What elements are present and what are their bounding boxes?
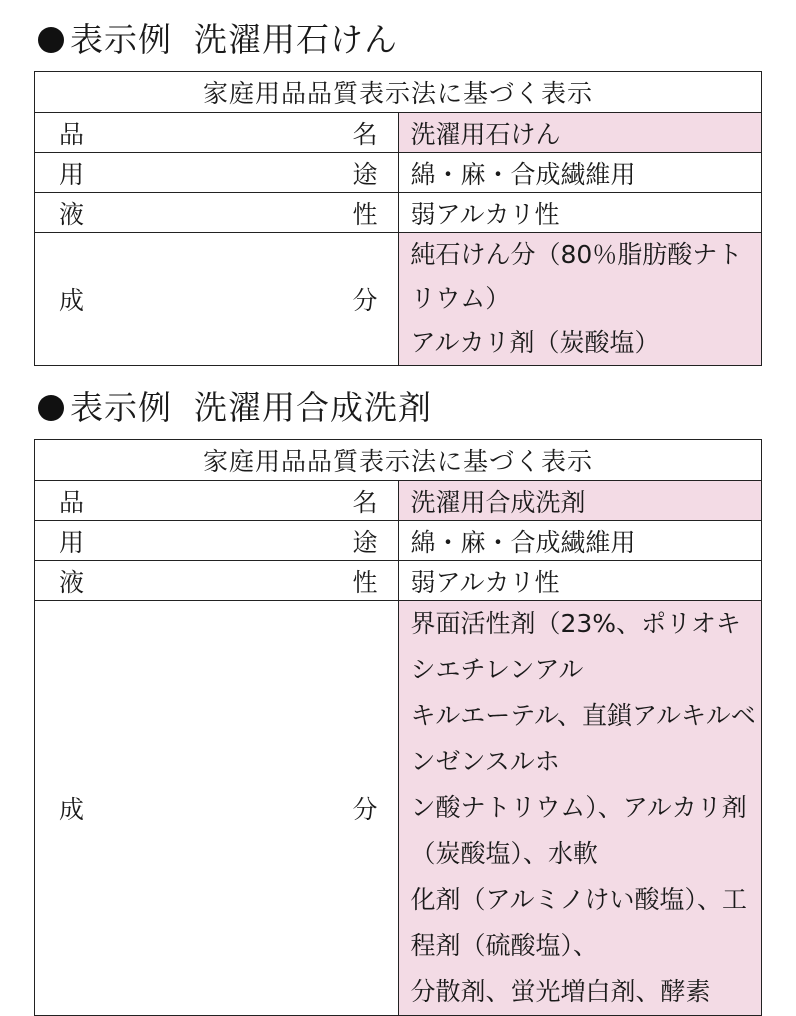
row-key: 成 分	[35, 601, 399, 1016]
row-key: 品 名	[35, 113, 399, 153]
row-value: 洗濯用合成洗剤	[398, 481, 762, 521]
label-table-detergent	[34, 439, 762, 1016]
row-key: 品 名	[35, 481, 399, 521]
table-row	[35, 153, 762, 193]
table-row	[35, 193, 762, 233]
row-key: 用 途	[35, 521, 399, 561]
table-row	[35, 481, 762, 521]
row-value: 弱アルカリ性	[398, 193, 762, 233]
heading-label: 表示例	[70, 20, 172, 59]
ingredient-line: 化剤（アルミノけい酸塩）、工程剤（硫酸塩）、	[410, 885, 748, 960]
ingredient-line: 界面活性剤（23%、ポリオキシエチレンアル	[410, 609, 741, 684]
heading-product: 洗濯用石けん	[194, 20, 398, 59]
label-table-soap	[34, 71, 762, 366]
section1-heading	[38, 20, 398, 60]
row-key: 用 途	[35, 153, 399, 193]
ingredient-line: キルエーテル、直鎖アルキルベンゼンスルホ	[410, 701, 756, 776]
table-header: 家庭用品品質表示法に基づく表示	[35, 440, 762, 481]
bullet-dot-icon	[38, 395, 64, 421]
row-value-ingredients	[398, 601, 762, 1016]
row-key: 液 性	[35, 193, 399, 233]
table-row	[35, 521, 762, 561]
table-row	[35, 561, 762, 601]
table-row	[35, 113, 762, 153]
ingredient-line: アルカリ剤（炭酸塩）	[410, 328, 660, 357]
row-value: 綿・麻・合成繊維用	[398, 153, 762, 193]
bullet-dot-icon	[38, 27, 64, 53]
row-value: 弱アルカリ性	[398, 561, 762, 601]
row-key: 液 性	[35, 561, 399, 601]
heading-product: 洗濯用合成洗剤	[194, 388, 432, 427]
heading-label: 表示例	[70, 388, 172, 427]
table-row	[35, 233, 762, 366]
section2-heading	[38, 388, 432, 428]
row-value: 綿・麻・合成繊維用	[398, 521, 762, 561]
row-value: 洗濯用石けん	[398, 113, 762, 153]
row-key: 成 分	[35, 233, 399, 366]
ingredient-line: 純石けん分（80％脂肪酸ナトリウム）	[410, 240, 743, 313]
table-header: 家庭用品品質表示法に基づく表示	[35, 72, 762, 113]
ingredient-line: ン酸ナトリウム）、アルカリ剤（炭酸塩）、水軟	[410, 793, 747, 868]
table-row	[35, 601, 762, 1016]
row-value-ingredients	[398, 233, 762, 366]
ingredient-line: 分散剤、蛍光増白剤、酵素	[410, 977, 711, 1006]
